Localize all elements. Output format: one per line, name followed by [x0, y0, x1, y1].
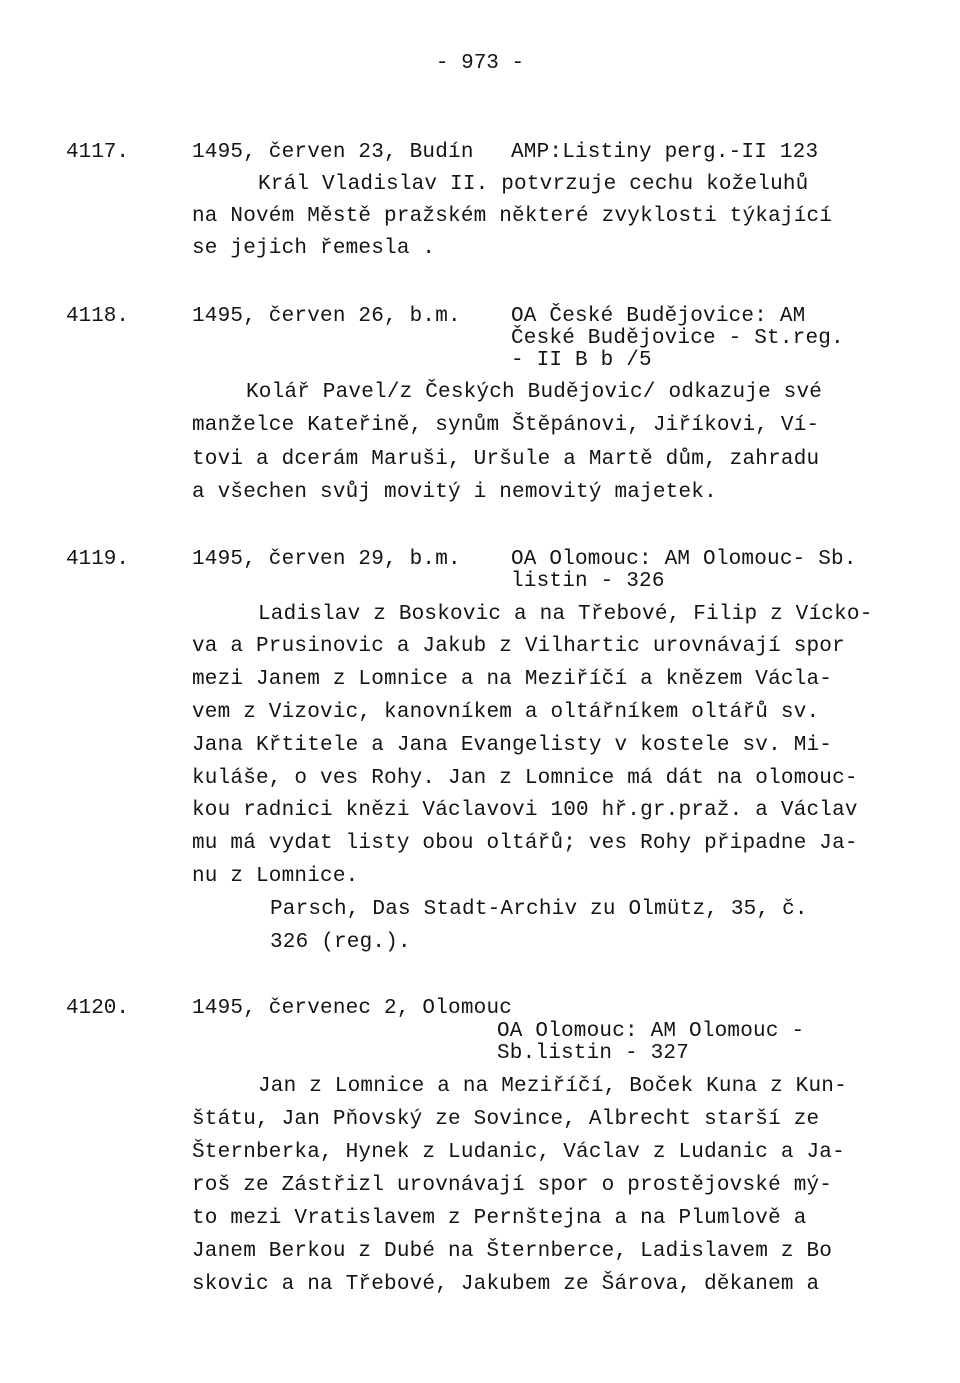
entry-source: AMP:Listiny perg.-II 123	[511, 141, 819, 164]
entry-body-line: mezi Janem z Lomnice a na Meziříčí a knězem Václa-	[192, 668, 833, 691]
entry-body-line: Jana Křtitele a Jana Evangelisty v kostele sv. Mi-	[192, 734, 833, 757]
entry-body-line: va a Prusinovic a Jakub z Vilhartic urovnávají spor	[192, 635, 845, 658]
entry-header: 1495, červen 26, b.m.	[192, 305, 461, 328]
entry-number: 4120.	[66, 997, 130, 1020]
entry-header: 1495, červenec 2, Olomouc	[192, 997, 513, 1020]
entry-source: České Budějovice - St.reg.	[511, 327, 844, 350]
entry-number: 4118.	[66, 305, 130, 328]
entry-number: 4119.	[66, 548, 130, 571]
entry-body-line: a všechen svůj movitý i nemovitý majetek.	[192, 481, 717, 504]
entry-body-line: mu má vydat listy obou oltářů; ves Rohy připadne Ja-	[192, 832, 858, 855]
entry-body-line: Král Vladislav II. potvrzuje cechu koželuhů	[258, 173, 809, 196]
entry-body-line: roš ze Zástřizl urovnávají spor o prostějovské mý-	[192, 1174, 833, 1197]
entry-body-line: Kolář Pavel/z Českých Budějovic/ odkazuje své	[246, 381, 823, 404]
entry-source: OA Olomouc: AM Olomouc- Sb.	[511, 548, 857, 571]
entry-body-line: Jan z Lomnice a na Meziříčí, Boček Kuna z Kun-	[258, 1075, 847, 1098]
entry-header: 1495, červen 23, Budín	[192, 141, 474, 164]
entry-body-line: se jejich řemesla .	[192, 237, 436, 260]
entry-body-line: manželce Kateřině, synům Štěpánovi, Jiříkovi, Ví-	[192, 414, 820, 437]
entry-body-line: vem z Vizovic, kanovníkem a oltářníkem oltářů sv.	[192, 701, 820, 724]
entry-source: Sb.listin - 327	[497, 1042, 690, 1065]
entry-body-line: to mezi Vratislavem z Pernštejna a na Plumlově a	[192, 1207, 807, 1230]
entry-header: 1495, červen 29, b.m.	[192, 548, 461, 571]
entry-body-line: kuláše, o ves Rohy. Jan z Lomnice má dát na olomouc-	[192, 767, 858, 790]
entry-source: - II B b /5	[511, 349, 652, 372]
page-number: - 973 -	[435, 52, 525, 75]
entry-body-line: nu z Lomnice.	[192, 865, 359, 888]
entry-reference: 326 (reg.).	[270, 931, 411, 954]
entry-body-line: Janem Berkou z Dubé na Šternberce, Ladislavem z Bo	[192, 1240, 833, 1263]
entry-number: 4117.	[66, 141, 130, 164]
entry-body-line: Šternberka, Hynek z Ludanic, Václav z Ludanic a Ja-	[192, 1141, 845, 1164]
entry-source: OA České Budějovice: AM	[511, 305, 806, 328]
entry-body-line: skovic a na Třebové, Jakubem ze Šárova, děkanem a	[192, 1273, 820, 1296]
entry-body-line: kou radnici knězi Václavovi 100 hř.gr.praž. a Václav	[192, 799, 858, 822]
entry-source: OA Olomouc: AM Olomouc -	[497, 1020, 805, 1043]
entry-body-line: na Novém Městě pražském některé zvyklosti týkající	[192, 205, 833, 228]
entry-body-line: štátu, Jan Pňovský ze Sovince, Albrecht starší ze	[192, 1108, 820, 1131]
entry-body-line: Ladislav z Boskovic a na Třebové, Filip z Vícko-	[258, 603, 873, 626]
entry-body-line: tovi a dcerám Maruši, Uršule a Martě dům, zahradu	[192, 448, 820, 471]
entry-reference: Parsch, Das Stadt-Archiv zu Olmütz, 35, č.	[270, 898, 808, 921]
entry-source: listin - 326	[511, 570, 665, 593]
